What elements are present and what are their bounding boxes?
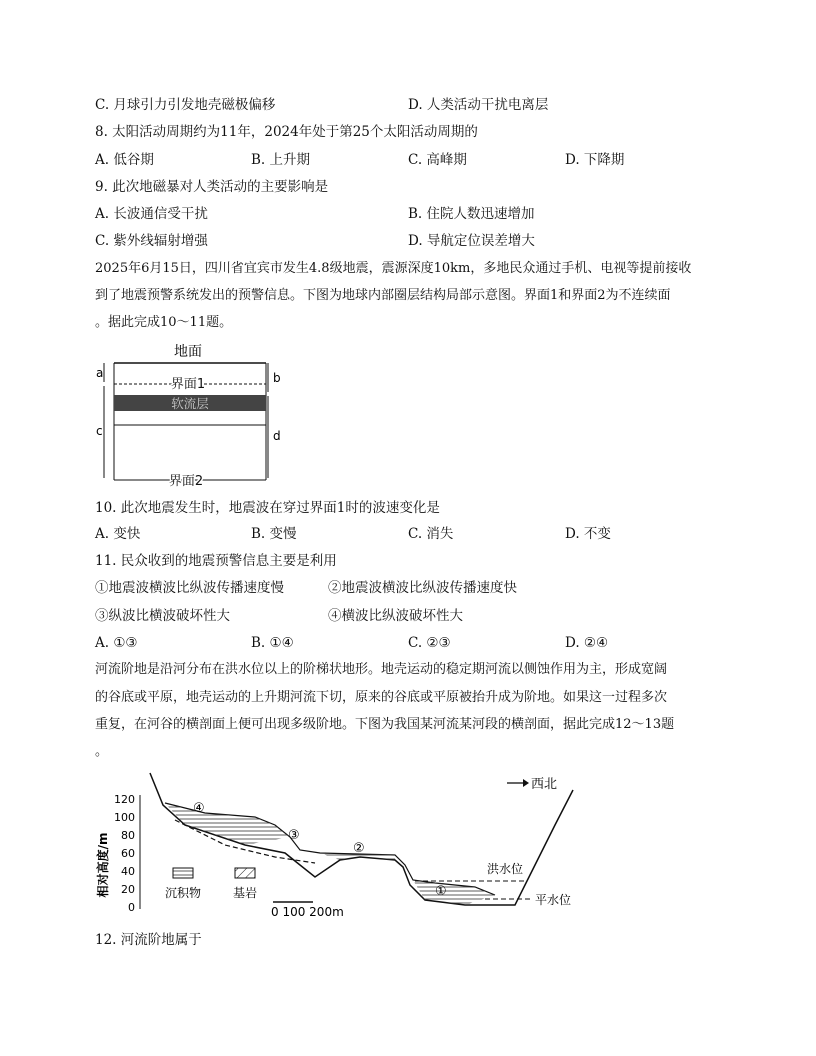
passage1-line3: 。据此完成10～11题。 [95,315,233,330]
direction-label: 西北 [531,777,558,792]
q11-option-c: C. ②③ [408,635,451,651]
y-tick-80: 80 [121,829,135,842]
q10-option-a: A. 变快 [95,526,141,542]
q12-stem: 12. 河流阶地属于 [95,932,202,948]
interface2-label: 界面2 [168,474,204,489]
label-a: a [96,366,104,380]
q8-option-b: B. 上升期 [251,152,311,168]
y-tick-120: 120 [114,793,135,806]
bedrock-legend-swatch [235,868,255,878]
q8-option-c: C. 高峰期 [408,152,467,168]
direction-arrowhead [523,779,529,787]
sediment-terrace-1 [413,880,495,905]
earth-layers-diagram [90,340,290,490]
q9-stem: 9. 此次地磁暴对人类活动的主要影响是 [95,179,329,195]
q9-option-d: D. 导航定位误差增大 [408,233,535,249]
passage2-line1: 河流阶地是沿河分布在洪水位以上的阶梯状地形。地壳运动的稳定期河流以侧蚀作用为主，形成宽阔 [95,662,668,677]
passage2-line3: 重复，在河谷的横剖面上便可出现多级阶地。下图为我国某河流某河段的横剖面，据此完成12～13题 [95,717,675,732]
y-axis-label: 相对高度/m [96,832,110,898]
q11-statement-1: ①地震波横波比纵波传播速度慢 [95,580,284,596]
terrace-marker-4: ④ [193,801,205,816]
sediment-legend-label: 沉积物 [165,886,202,900]
terrace-marker-1: ① [435,884,447,899]
q10-option-d: D. 不变 [565,526,611,542]
q10-stem: 10. 此次地震发生时，地震波在穿过界面1时的波速变化是 [95,500,440,516]
label-c: c [96,424,103,438]
terrace-marker-2: ② [353,841,365,856]
q11-option-d: D. ②④ [565,635,609,651]
sediment-legend-swatch [173,868,193,878]
q7-option-d: D. 人类活动干扰电离层 [408,97,549,113]
passage1-line1: 2025年6月15日，四川省宜宾市发生4.8级地震，震源深度10km，多地民众通过手机、电视等提前接收 [95,261,692,276]
y-tick-40: 40 [121,865,135,878]
flood-level-label: 洪水位 [487,862,524,876]
label-b: b [273,371,281,385]
q10-option-b: B. 变慢 [251,526,297,542]
q8-option-d: D. 下降期 [565,152,625,168]
y-tick-20: 20 [121,883,135,896]
terrace-marker-3: ③ [288,828,300,843]
q11-statement-2: ②地震波横波比纵波传播速度快 [328,580,517,596]
q10-option-c: C. 消失 [408,526,454,542]
q8-stem: 8. 太阳活动周期约为11年，2024年处于第25个太阳活动周期的 [95,124,478,140]
river-terrace-diagram [95,765,595,920]
q11-statement-3: ③纵波比横波破坏性大 [95,608,230,624]
passage1-line2: 到了地震预警系统发出的预警信息。下图为地球内部圈层结构局部示意图。界面1和界面2为不连续面 [95,288,671,303]
q11-option-b: B. ①④ [251,635,294,651]
normal-level-label: 平水位 [535,893,572,907]
q11-stem: 11. 民众收到的地震预警信息主要是利用 [95,553,337,569]
asthenosphere-label: 软流层 [171,396,209,411]
q8-option-a: A. 低谷期 [95,152,154,168]
label-d: d [273,429,281,443]
y-tick-0: 0 [128,901,135,914]
q11-statement-4: ④横波比纵波破坏性大 [328,608,463,624]
bedrock-legend-label: 基岩 [233,886,258,900]
q7-option-c: C. 月球引力引发地壳磁极偏移 [95,97,276,113]
ground-label: 地面 [174,344,202,360]
passage2-line4: 。 [95,744,109,759]
y-tick-100: 100 [114,811,135,824]
q9-option-a: A. 长波通信受干扰 [95,206,208,222]
q9-option-b: B. 住院人数迅速增加 [408,206,535,222]
interface1-label: 界面1 [170,377,206,392]
passage2-line2: 的谷底或平原，地壳运动的上升期河流下切，原来的谷底或平原被抬升成为阶地。如果这一过程多次 [95,690,668,705]
scale-label: 0 100 200m [271,905,344,919]
q9-option-c: C. 紫外线辐射增强 [95,233,208,249]
q11-option-a: A. ①③ [95,635,138,651]
y-tick-60: 60 [121,847,135,860]
